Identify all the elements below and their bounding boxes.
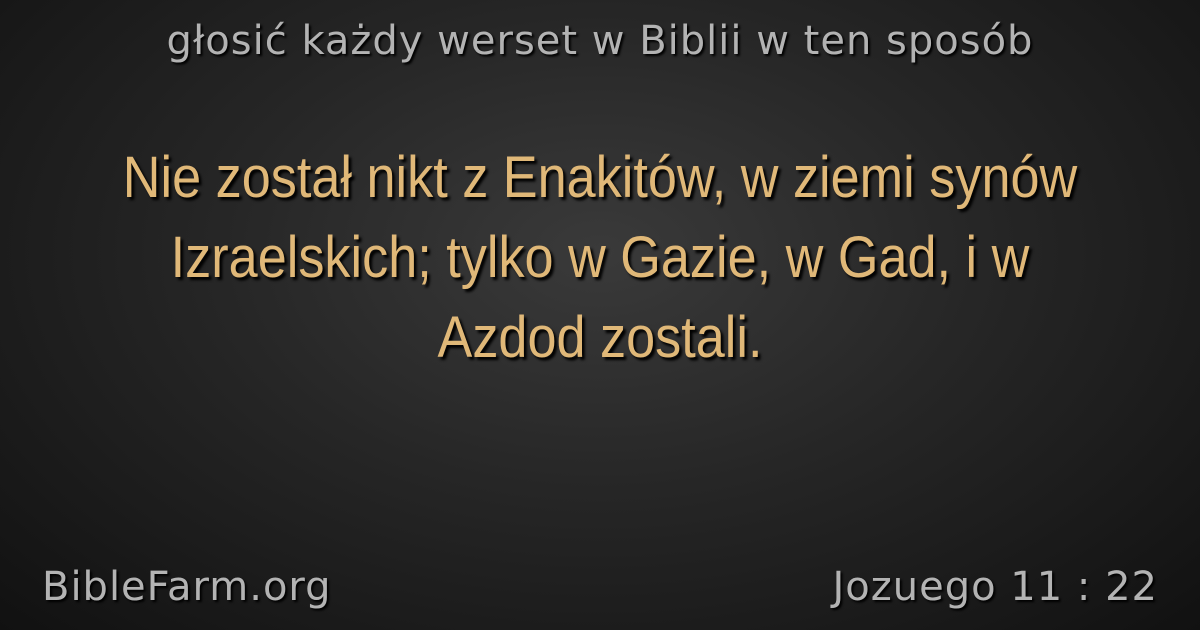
tagline: głosić każdy werset w Biblii w ten sposób bbox=[166, 18, 1034, 64]
site-link[interactable]: BibleFarm.org bbox=[42, 564, 332, 610]
verse-text: Nie został nikt z Enakitów, w ziemi synów Izraelskich; tylko w Gazie, w Gad, i w Azdod zostali. bbox=[122, 145, 1078, 370]
verse-reference: Jozuego 11 : 22 bbox=[832, 564, 1158, 610]
